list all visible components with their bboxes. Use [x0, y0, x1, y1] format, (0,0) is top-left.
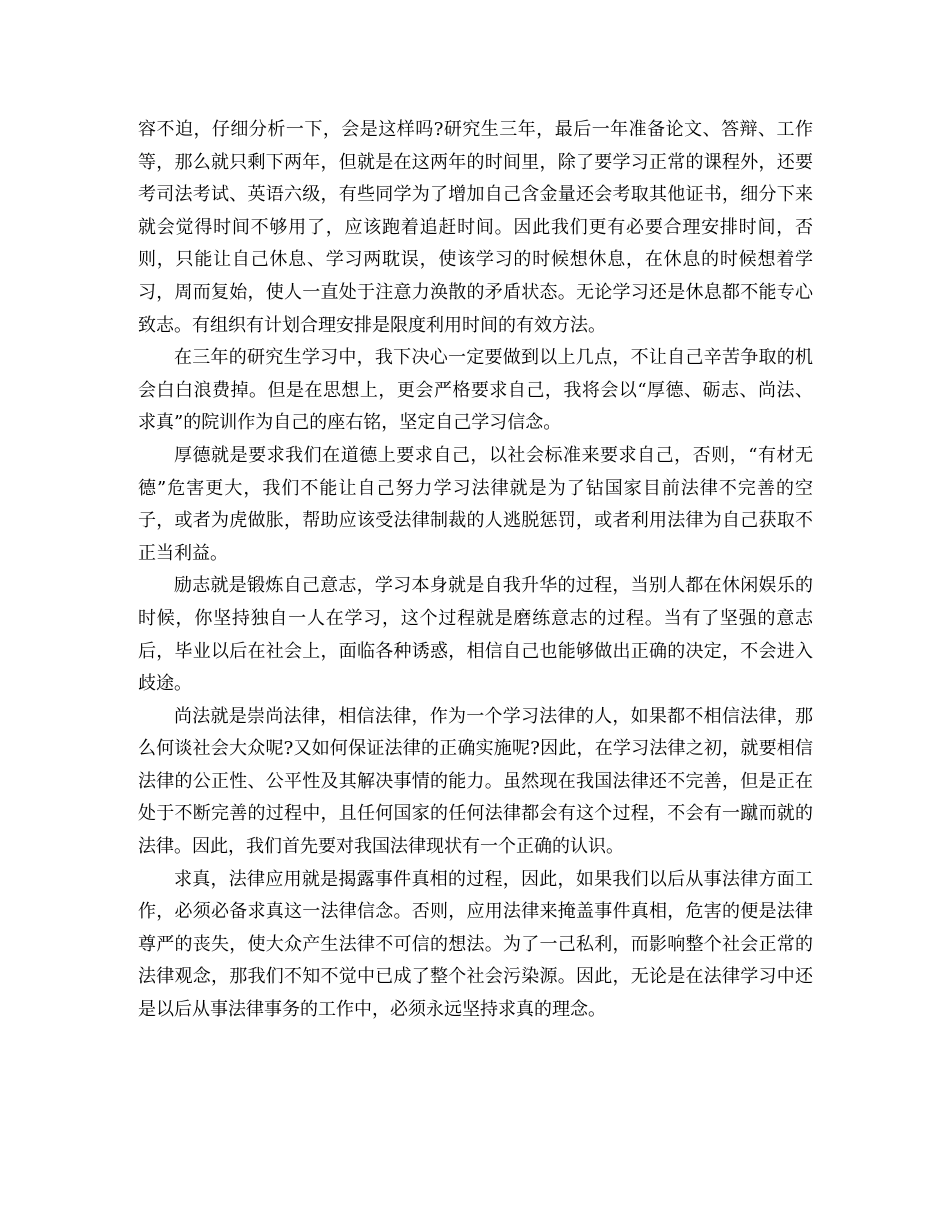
- paragraph-houde: 厚德就是要求我们在道德上要求自己，以社会标准来要求自己，否则，“有材无德”危害更大，我们不能让自己努力学习法律就是为了钻国家目前法律不完善的空子，或者为虎做胀，帮助应该受法律制裁的人逃脱惩罚，或者利用法律为自己获取不正当利益。: [138, 444, 813, 564]
- paragraph-shangfa: 尚法就是崇尚法律，相信法律，作为一个学习法律的人，如果都不相信法律，那么何谈社会大众呢?又如何保证法律的正确实施呢?因此，在学习法律之初，就要相信法律的公正性、公平性及其解决事情的能力。虽然现在我国法律还不完善，但是正在处于不断完善的过程中，且任何国家的任何法律都会有这个过程，不会有一蹴而就的法律。因此，我们首先要对我国法律现状有一个正确的认识。: [138, 705, 813, 858]
- paragraph-continuation: 容不迫，仔细分析一下，会是这样吗?研究生三年，最后一年准备论文、答辩、工作等，那么就只剩下两年，但就是在这两年的时间里，除了要学习正常的课程外，还要考司法考试、英语六级，有些同学为了增加自己含金量还会考取其他证书，细分下来就会觉得时间不够用了，应该跑着追赶时间。因此我们更有必要合理安排时间，否则，只能让自己休息、学习两耽误，使该学习的时候想休息，在休息的时候想着学习，周而复始，使人一直处于注意力涣散的矛盾状态。无论学习还是休息都不能专心致志。有组织有计划合理安排是限度利用时间的有效方法。: [138, 119, 813, 336]
- paragraph-qiuzhen: 求真，法律应用就是揭露事件真相的过程，因此，如果我们以后从事法律方面工作，必须必备求真这一法律信念。否则，应用法律来掩盖事件真相，危害的便是法律尊严的丧失，使大众产生法律不可信的想法。为了一己私利，而影响整个社会正常的法律观念，那我们不知不觉中已成了整个社会污染源。因此，无论是在法律学习中还是以后从事法律事务的工作中，必须永远坚持求真的理念。: [138, 868, 813, 1021]
- paragraph-lizhi: 励志就是锻炼自己意志，学习本身就是自我升华的过程，当别人都在休闲娱乐的时候，你坚持独自一人在学习，这个过程就是磨练意志的过程。当有了坚强的意志后，毕业以后在社会上，面临各种诱惑，相信自己也能够做出正确的决定，不会进入歧途。: [138, 575, 813, 695]
- paragraph-resolution: 在三年的研究生学习中，我下决心一定要做到以上几点，不让自己辛苦争取的机会白白浪费掉。但是在思想上，更会严格要求自己，我将会以“厚德、砺志、尚法、求真”的院训作为自己的座右铭，坚定自己学习信念。: [138, 347, 813, 434]
- document-body: [138, 114, 813, 1027]
